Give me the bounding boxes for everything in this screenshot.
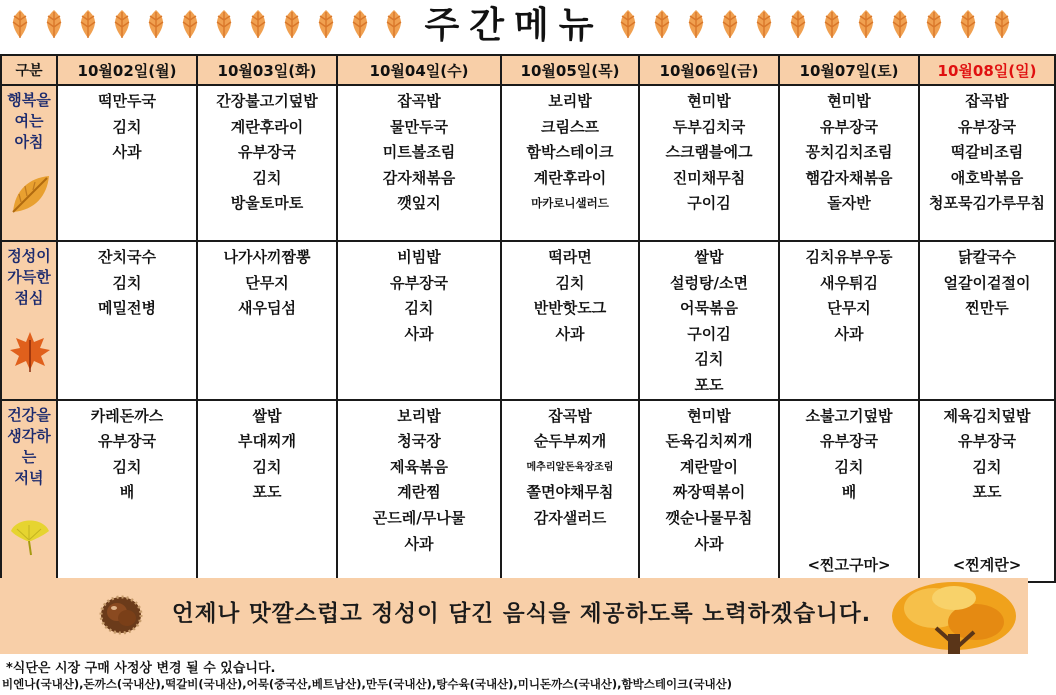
dish-item: 김치	[252, 168, 282, 187]
dish-item: 김치	[112, 117, 142, 136]
change-notice: *식단은 시장 구매 사정상 변경 될 수 있습니다.	[6, 661, 276, 676]
dish-item: 떡라면	[548, 248, 592, 266]
dish-item: 새우딤섬	[238, 299, 296, 318]
meal-label-cell	[1, 241, 57, 400]
dish-item: 꽁치김치조림	[805, 143, 893, 162]
origin-notice: 비엔나(국내산),돈까스(국내산),떡갈비(국내산),어묵(중국산,베트남산),만두(국내산),탕수육(국내산),미니돈까스(국내산),함박스테이크(국내산)	[2, 677, 733, 691]
day-header: 10월05일(목)	[501, 55, 639, 85]
menu-cell	[919, 400, 1055, 582]
leaf-icon	[782, 8, 814, 44]
dish-item: 포도	[252, 483, 282, 502]
leaf-icon	[38, 8, 70, 44]
dish-item: 간장불고기덮밥	[216, 92, 318, 110]
weekly-menu-table	[0, 54, 1056, 583]
meal-label-cell	[1, 400, 57, 582]
dish-item: 현미밥	[687, 92, 731, 110]
dish-item: 김치	[404, 299, 434, 318]
dish-item: 포도	[972, 483, 1002, 502]
leaf-icon	[106, 8, 138, 44]
menu-cell	[919, 85, 1055, 241]
menu-cell	[501, 241, 639, 400]
leaf-icon	[378, 8, 410, 44]
dish-item: 설렁탕/소면	[670, 273, 748, 292]
menu-cell	[337, 400, 501, 582]
day-header: 10월03일(화)	[197, 55, 337, 85]
leaf-icon	[72, 8, 104, 44]
meal-label-text: 저녁	[14, 468, 44, 487]
dish-item: 계란말이	[680, 457, 738, 476]
ginkgo-leaf-icon	[7, 511, 53, 557]
dish-item: 닭칼국수	[958, 248, 1016, 266]
menu-cell	[337, 241, 501, 400]
dish-item: 김치유부우동	[805, 248, 893, 266]
leaf-icon	[714, 8, 746, 44]
dish-item: 잡곡밥	[965, 92, 1009, 110]
closing-banner	[0, 578, 1028, 654]
dish-item: 김치	[252, 457, 282, 476]
day-header: 10월06일(금)	[639, 55, 779, 85]
meal-label-text: 여는	[14, 112, 44, 130]
menu-cell	[197, 85, 337, 241]
dish-item: 포도	[694, 375, 724, 394]
dish-item: 진미채무침	[672, 168, 746, 187]
dish-item: 반반핫도그	[533, 299, 607, 318]
dish-item: 김치	[694, 350, 724, 369]
dish-item: 사과	[404, 534, 434, 553]
dish-item: 유부장국	[958, 117, 1016, 136]
dish-item: 돈육김치찌개	[665, 432, 753, 451]
dish-item: 쌀밥	[694, 248, 724, 266]
autumn-leaf-icon	[7, 172, 53, 218]
dish-item: 부대찌개	[238, 432, 296, 451]
menu-cell	[337, 85, 501, 241]
leaf-decoration-right	[612, 6, 1018, 46]
chestnut-icon	[98, 590, 144, 636]
dish-item: 햄감자채볶음	[805, 168, 893, 187]
dish-item: 잡곡밥	[397, 92, 441, 110]
dish-item: 배	[119, 483, 135, 502]
meal-label-text: 생각하는	[7, 426, 51, 466]
meal-row	[1, 85, 1055, 241]
dish-item: 새우튀김	[820, 273, 878, 292]
menu-cell	[57, 400, 197, 582]
dish-item: 잔치국수	[98, 248, 156, 266]
banner-text: 언제나 맛깔스럽고 정성이 담긴 음식을 제공하도록 노력하겠습니다.	[172, 601, 872, 627]
meal-label-text: 행복을	[7, 91, 51, 109]
dish-item: 크림스프	[541, 117, 599, 136]
dish-item: 김치	[972, 457, 1002, 476]
dish-item: 메밀전병	[98, 299, 156, 318]
page-title: 주간메뉴	[424, 5, 604, 46]
menu-cell	[57, 241, 197, 400]
meal-row	[1, 241, 1055, 400]
dish-item: 사과	[404, 324, 434, 343]
menu-cell	[57, 85, 197, 241]
meal-label-text: 정성이	[7, 247, 51, 265]
day-header: 10월02일(월)	[57, 55, 197, 85]
dish-item: 미트볼조림	[382, 143, 456, 162]
dish-item: 마카로니샐러드	[531, 196, 609, 211]
menu-cell	[779, 400, 919, 582]
dish-item: 얼갈이겉절이	[943, 273, 1031, 292]
dish-item: 순두부찌개	[533, 432, 607, 451]
dish-item: 유부장국	[958, 432, 1016, 451]
dish-item: 찐만두	[965, 299, 1009, 318]
leaf-icon	[646, 8, 678, 44]
dish-item: 나가사끼짬뽕	[223, 248, 311, 266]
header-row	[1, 55, 1055, 85]
dish-item: 김치	[112, 273, 142, 292]
dish-item: 떡갈비조림	[950, 143, 1024, 162]
leaf-icon	[344, 8, 376, 44]
meal-label-cell	[1, 85, 57, 241]
dish-item: 김치	[112, 457, 142, 476]
dish-item: 단무지	[245, 273, 289, 292]
dish-item: 청국장	[397, 432, 441, 451]
dish-item: 어묵볶음	[680, 299, 738, 318]
page-header	[0, 0, 1028, 54]
leaf-icon	[680, 8, 712, 44]
dish-item: 쌀밥	[252, 406, 282, 425]
dish-item: 김치	[834, 457, 864, 476]
leaf-icon	[918, 8, 950, 44]
dish-item: 함박스테이크	[526, 143, 614, 162]
dish-item: 사과	[694, 534, 724, 553]
dish-item: 짜장떡볶이	[672, 483, 746, 502]
dish-item: 유부장국	[98, 432, 156, 451]
dish-item: 애호박볶음	[950, 168, 1024, 187]
dish-item: 제육볶음	[390, 457, 448, 476]
dish-item: 현미밥	[687, 406, 731, 425]
dish-item: 김치	[555, 273, 585, 292]
day-header-sunday: 10월08일(일)	[919, 55, 1055, 85]
leaf-icon	[174, 8, 206, 44]
dish-item: 구이김	[687, 324, 731, 343]
dish-item: 계란후라이	[230, 117, 304, 136]
menu-cell	[197, 400, 337, 582]
dish-item: 보리밥	[548, 92, 592, 110]
leaf-icon	[4, 8, 36, 44]
leaf-icon	[884, 8, 916, 44]
dish-item: 깻잎지	[397, 194, 441, 213]
day-header: 10월04일(수)	[337, 55, 501, 85]
leaf-icon	[850, 8, 882, 44]
menu-cell	[197, 241, 337, 400]
leaf-decoration-left	[4, 6, 410, 46]
meal-row	[1, 400, 1055, 582]
dish-item: 감자샐러드	[533, 508, 607, 527]
menu-cell	[639, 85, 779, 241]
menu-cell	[919, 241, 1055, 400]
dish-item: 계란찜	[397, 483, 441, 502]
dish-item: 단무지	[827, 299, 871, 318]
leaf-icon	[208, 8, 240, 44]
dish-item: 배	[841, 483, 857, 502]
dish-item: 쫄면야채무침	[526, 483, 614, 502]
leaf-icon	[748, 8, 780, 44]
menu-cell	[779, 85, 919, 241]
maple-leaf-icon	[7, 328, 53, 374]
footer-notes	[0, 654, 1028, 695]
dish-item: 유부장국	[820, 432, 878, 451]
dish-item: 청포묵김가루무침	[929, 194, 1045, 213]
leaf-icon	[242, 8, 274, 44]
dish-item: 계란후라이	[533, 168, 607, 187]
leaf-icon	[140, 8, 172, 44]
day-header: 10월07일(토)	[779, 55, 919, 85]
corner-label: 구분	[1, 55, 57, 85]
dish-item: 물만두국	[390, 117, 448, 136]
dish-item: 곤드레/무나물	[372, 508, 466, 527]
menu-cell	[779, 241, 919, 400]
side-note: <찐고구마>	[807, 555, 891, 574]
side-note: <찐계란>	[952, 555, 1022, 574]
leaf-icon	[986, 8, 1018, 44]
dish-item: 구이김	[687, 194, 731, 213]
dish-item: 제육김치덮밥	[943, 406, 1031, 425]
dish-item: 유부장국	[238, 143, 296, 162]
leaf-icon	[952, 8, 984, 44]
dish-item: 메추리알돈육장조림	[526, 461, 614, 473]
leaf-icon	[276, 8, 308, 44]
dish-item: 방울토마토	[230, 194, 304, 213]
dish-item: 비빔밥	[397, 248, 441, 266]
dish-item: 현미밥	[827, 92, 871, 110]
meal-label-text: 점심	[14, 289, 44, 307]
dish-item: 감자채볶음	[382, 168, 456, 187]
dish-item: 사과	[555, 324, 585, 343]
dish-item: 소불고기덮밥	[805, 406, 893, 425]
menu-cell	[501, 400, 639, 582]
dish-item: 카레돈까스	[90, 406, 164, 425]
leaf-icon	[612, 8, 644, 44]
meal-label-text: 건강을	[7, 405, 51, 424]
dish-item: 사과	[834, 324, 864, 343]
dish-item: 스크램블에그	[665, 143, 753, 162]
dish-item: 보리밥	[397, 406, 441, 425]
dish-item: 떡만두국	[98, 92, 156, 110]
dish-item: 유부장국	[390, 273, 448, 292]
leaf-icon	[816, 8, 848, 44]
dish-item: 돌자반	[827, 194, 871, 213]
menu-cell	[639, 241, 779, 400]
leaf-icon	[310, 8, 342, 44]
dish-item: 사과	[112, 143, 142, 162]
dish-item: 깻순나물무침	[665, 508, 753, 527]
dish-item: 잡곡밥	[548, 406, 592, 425]
dish-item: 두부김치국	[672, 117, 746, 136]
meal-label-text: 가득한	[7, 268, 51, 286]
meal-label-text: 아침	[14, 133, 44, 151]
dish-item: 유부장국	[820, 117, 878, 136]
menu-cell	[639, 400, 779, 582]
menu-cell	[501, 85, 639, 241]
